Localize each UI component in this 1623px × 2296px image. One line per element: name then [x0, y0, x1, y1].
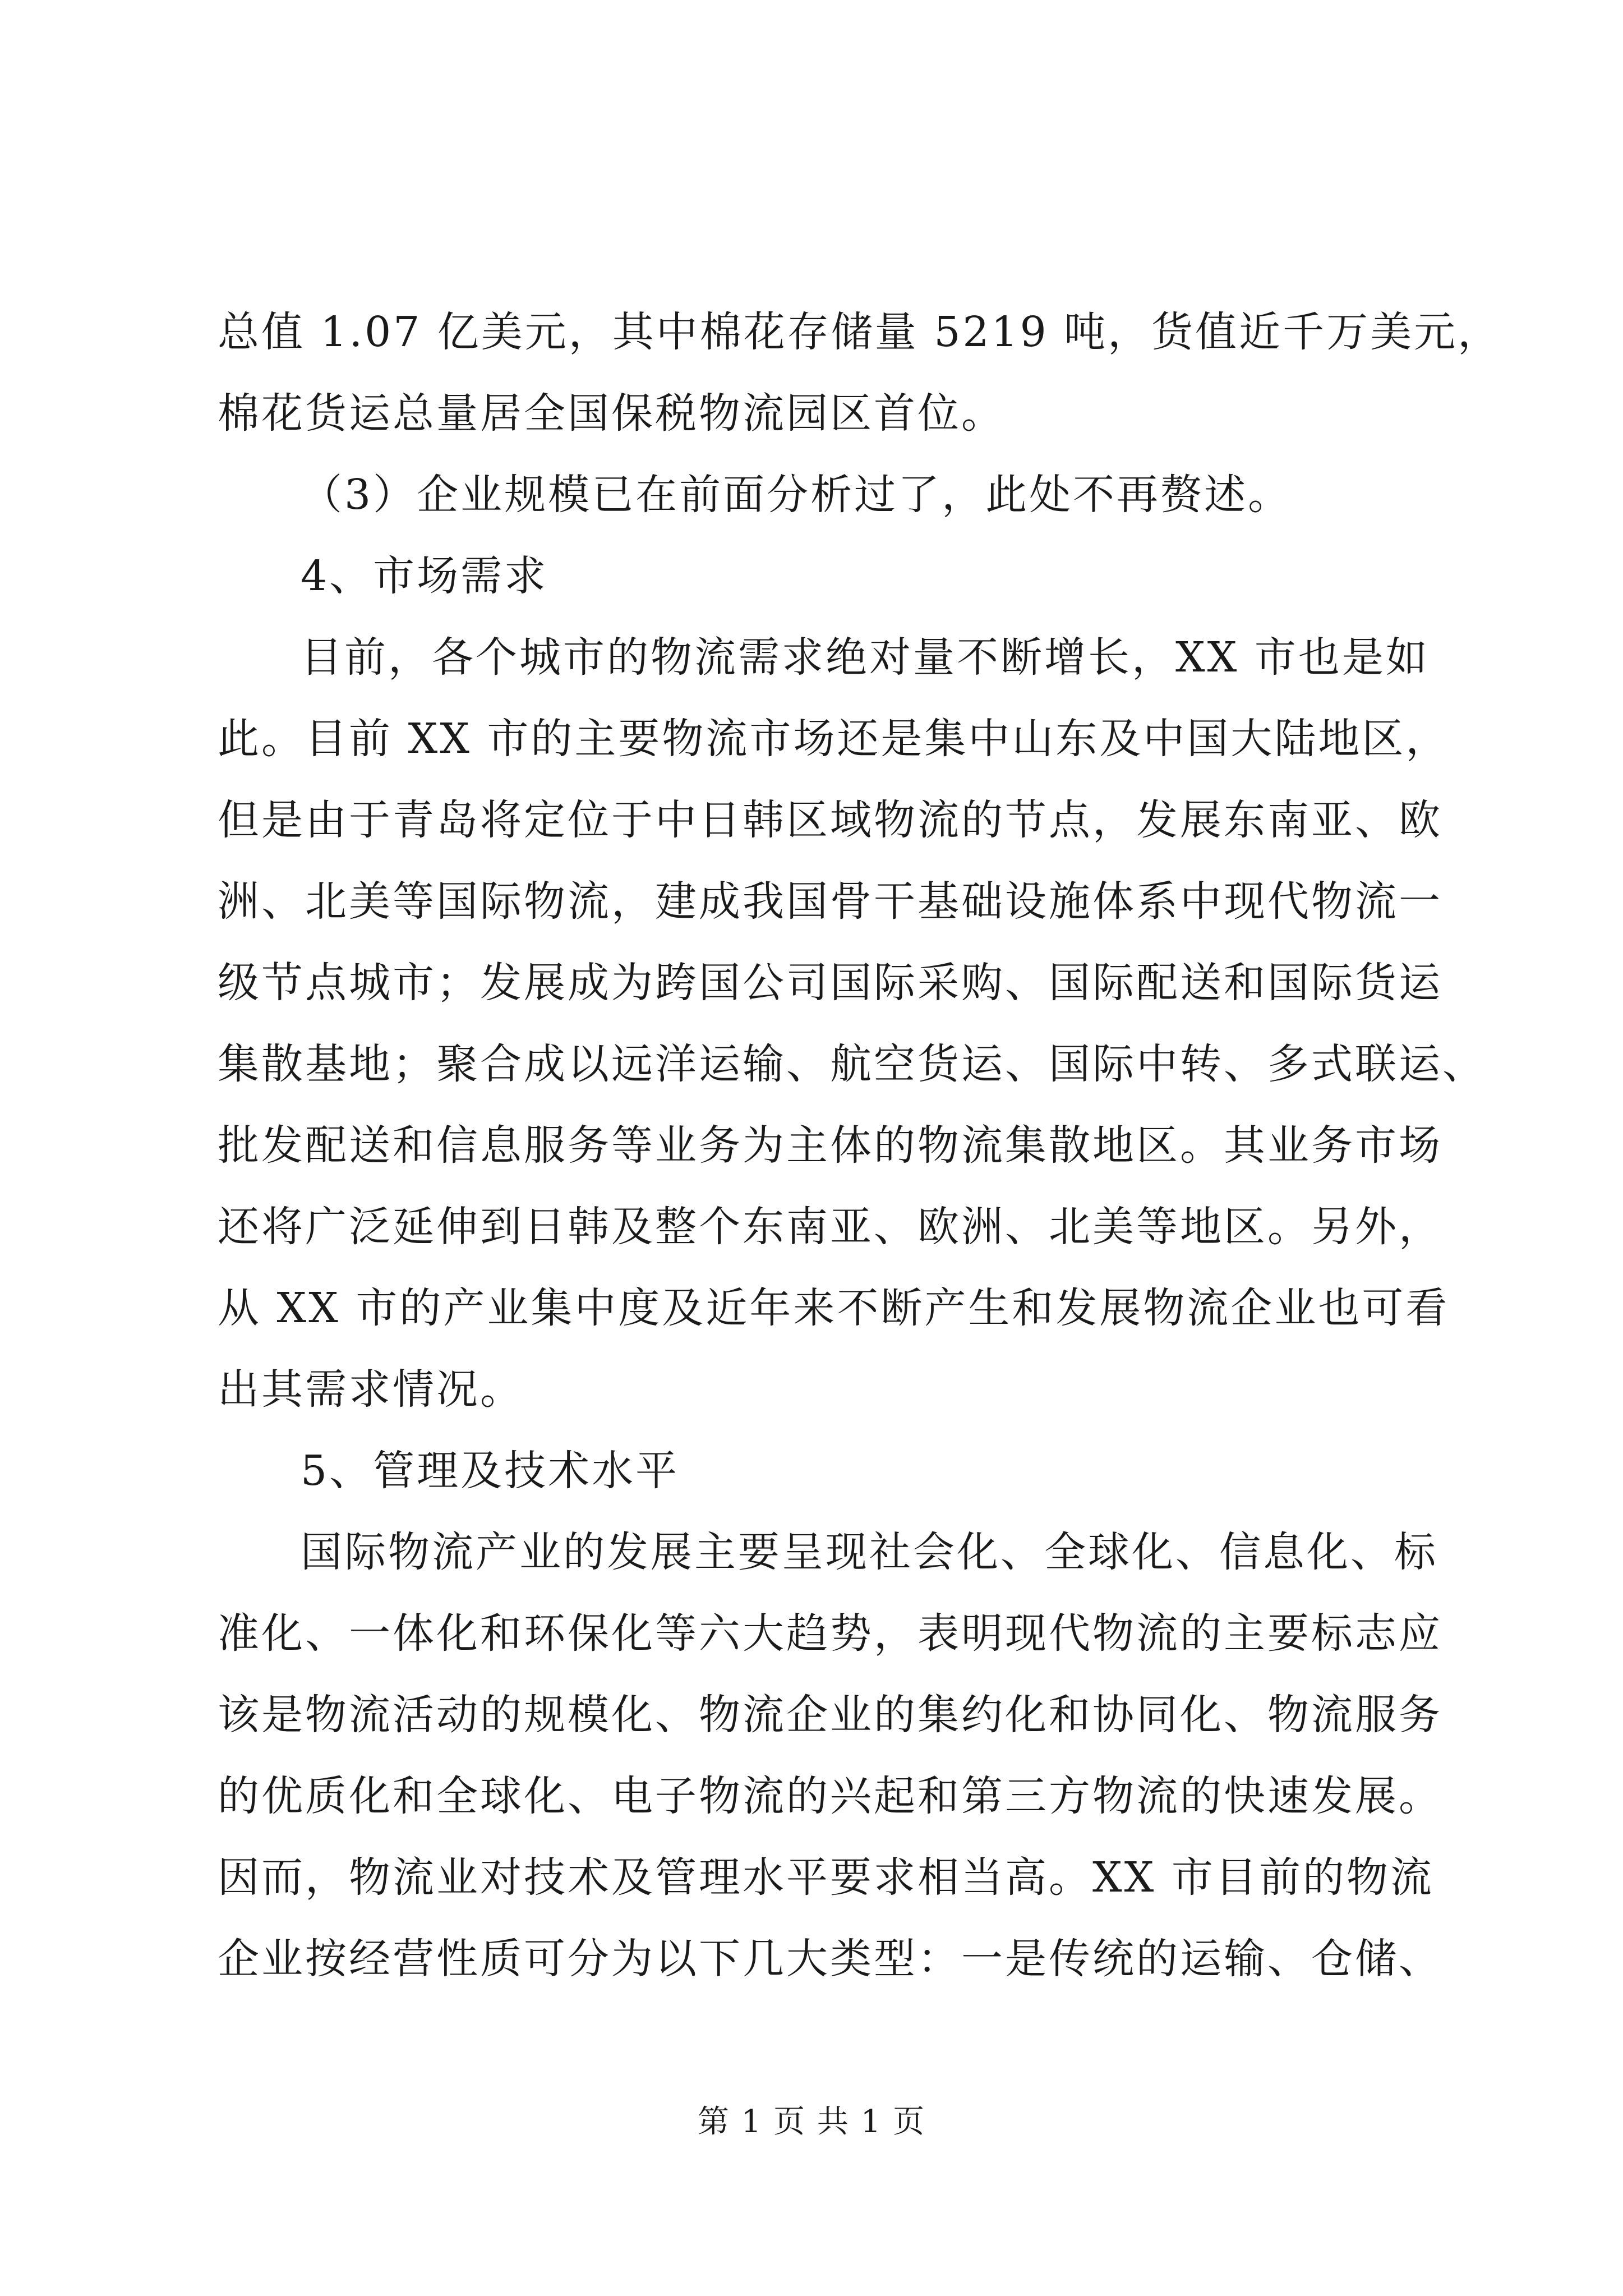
paragraph-line: 级节点城市；发展成为跨国公司国际采购、国际配送和国际货运	[218, 959, 1442, 1007]
paragraph-line: 总值 1.07 亿美元，其中棉花存储量 5219 吨，货值近千万美元，	[218, 308, 1502, 356]
paragraph-line: 目前，各个城市的物流需求绝对量不断增长，XX 市也是如	[301, 633, 1430, 682]
paragraph-line: 准化、一体化和环保化等六大趋势，表明现代物流的主要标志应	[218, 1609, 1442, 1658]
page-footer	[0, 2097, 1623, 2142]
paragraph-line: 此。目前 XX 市的主要物流市场还是集中山东及中国大陆地区，	[218, 715, 1450, 763]
paragraph-line: 出其需求情况。	[218, 1365, 524, 1414]
paragraph-line: 因而，物流业对技术及管理水平要求相当高。XX 市目前的物流	[218, 1853, 1434, 1902]
section-heading: 4、市场需求	[301, 552, 548, 600]
paragraph-line: 洲、北美等国际物流，建成我国骨干基础设施体系中现代物流一	[218, 877, 1442, 926]
paragraph-line: 从 XX 市的产业集中度及近年来不断产生和发展物流企业也可看	[218, 1284, 1450, 1332]
paragraph-line: 批发配送和信息服务等业务为主体的物流集散地区。其业务市场	[218, 1121, 1442, 1170]
paragraph-line: 的优质化和全球化、电子物流的兴起和第三方物流的快速发展。	[218, 1772, 1442, 1820]
paragraph-line: 该是物流活动的规模化、物流企业的集约化和协同化、物流服务	[218, 1691, 1442, 1739]
paragraph-line: 棉花货运总量居全国保税物流园区首位。	[218, 389, 1005, 438]
section-heading: 5、管理及技术水平	[301, 1447, 680, 1495]
paragraph-line: 企业按经营性质可分为以下几大类型：一是传统的运输、仓储、	[218, 1935, 1442, 1983]
paragraph-line: 国际物流产业的发展主要呈现社会化、全球化、信息化、标	[301, 1528, 1438, 1576]
paragraph-line: （3）企业规模已在前面分析过了，此处不再赘述。	[301, 471, 1292, 519]
paragraph-line: 集散基地；聚合成以远洋运输、航空货运、国际中转、多式联运、	[218, 1040, 1486, 1088]
page-number-label: 第 1 页 共 1 页	[697, 2104, 926, 2140]
paragraph-line: 但是由于青岛将定位于中日韩区域物流的节点，发展东南亚、欧	[218, 796, 1442, 844]
document-body	[218, 292, 1502, 2000]
paragraph-line: 还将广泛延伸到日韩及整个东南亚、欧洲、北美等地区。另外，	[218, 1203, 1442, 1251]
